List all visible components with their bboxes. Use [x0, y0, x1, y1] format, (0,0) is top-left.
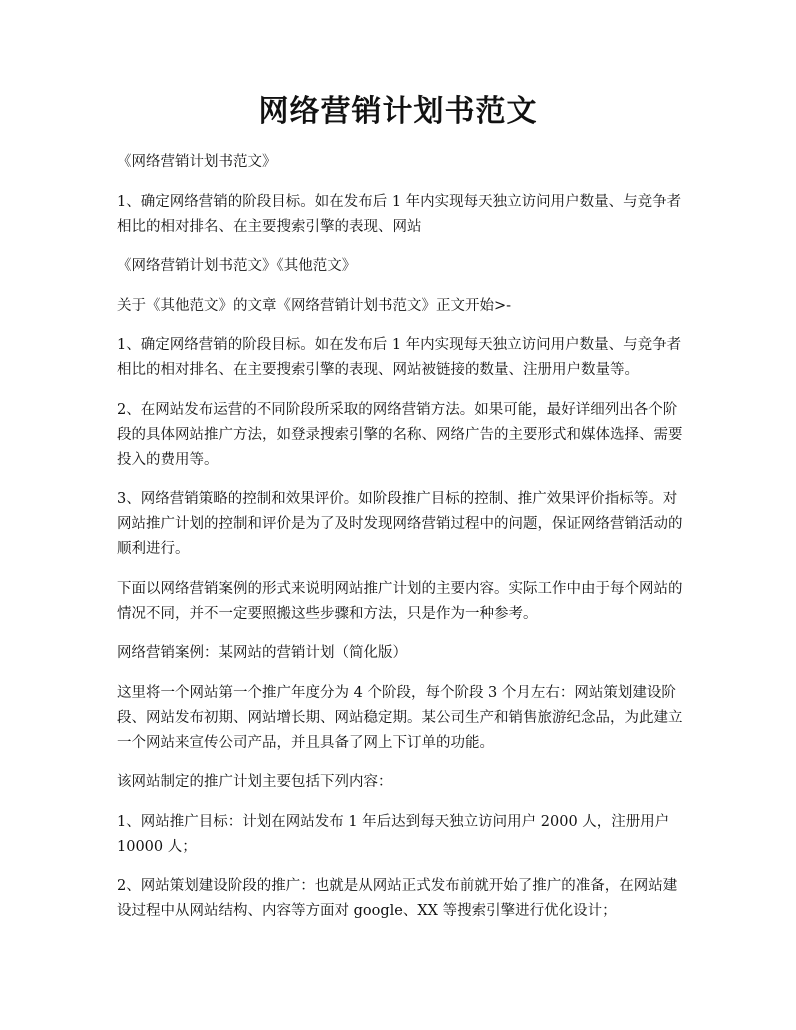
paragraph-intro-line: 关于《其他范文》的文章《网络营销计划书范文》正文开始>- — [117, 297, 512, 314]
paragraph-category: 《网络营销计划书范文》《其他范文》 — [117, 258, 357, 274]
document-title: 网络营销计划书范文 — [258, 94, 538, 129]
paragraph-case-heading: 网络营销案例：某网站的营销计划（简化版） — [117, 645, 407, 661]
paragraph-case-phases: 这里将一个网站第一个推广年度分为 4 个阶段，每个阶段 3 个月左右：网站策划建设阶段、网站发布初期、网站增长期、网站稳定期。某公司生产和销售旅游纪念品，为此建立一个网站来宣传公司产品，并且具备了网上下订单的功能。 — [117, 684, 683, 751]
paragraph-plan-goal: 1、网站推广目标：计划在网站发布 1 年后达到每天独立访问用户 2000 人，注册用户 10000 人； — [117, 813, 670, 855]
paragraph-item-3: 3、网络营销策略的控制和效果评价。如阶段推广目标的控制、推广效果评价指标等。对网站推广计划的控制和评价是为了及时发现网络营销过程中的问题，保证网络营销活动的顺利进行。 — [117, 491, 683, 557]
paragraph-plan-contents: 该网站制定的推广计划主要包括下列内容： — [117, 774, 393, 790]
document-body — [117, 150, 683, 939]
paragraph-item-1: 1、确定网络营销的阶段目标。如在发布后 1 年内实现每天独立访问用户数量、与竞争者相比的相对排名、在主要搜索引擎的表现、网站被链接的数量、注册用户数量等。 — [117, 337, 682, 378]
paragraph-plan-stage: 2、网站策划建设阶段的推广：也就是从网站正式发布前就开始了推广的准备，在网站建设过程中从网站结构、内容等方面对 google、XX 等搜索引擎进行优化设计； — [117, 878, 678, 919]
paragraph-book-title: 《网络营销计划书范文》 — [117, 154, 277, 170]
paragraph-case-intro: 下面以网络营销案例的形式来说明网站推广计划的主要内容。实际工作中由于每个网站的情况不同，并不一定要照搬这些步骤和方法，只是作为一种参考。 — [117, 580, 683, 622]
paragraph-item-2: 2、在网站发布运营的不同阶段所采取的网络营销方法。如果可能，最好详细列出各个阶段的具体网站推广方法，如登录搜索引擎的名称、网络广告的主要形式和媒体选择、需要投入的费用等。 — [117, 401, 683, 468]
paragraph-goal-summary: 1、确定网络营销的阶段目标。如在发布后 1 年内实现每天独立访问用户数量、与竞争者相比的相对排名、在主要搜索引擎的表现、网站 — [117, 193, 682, 235]
